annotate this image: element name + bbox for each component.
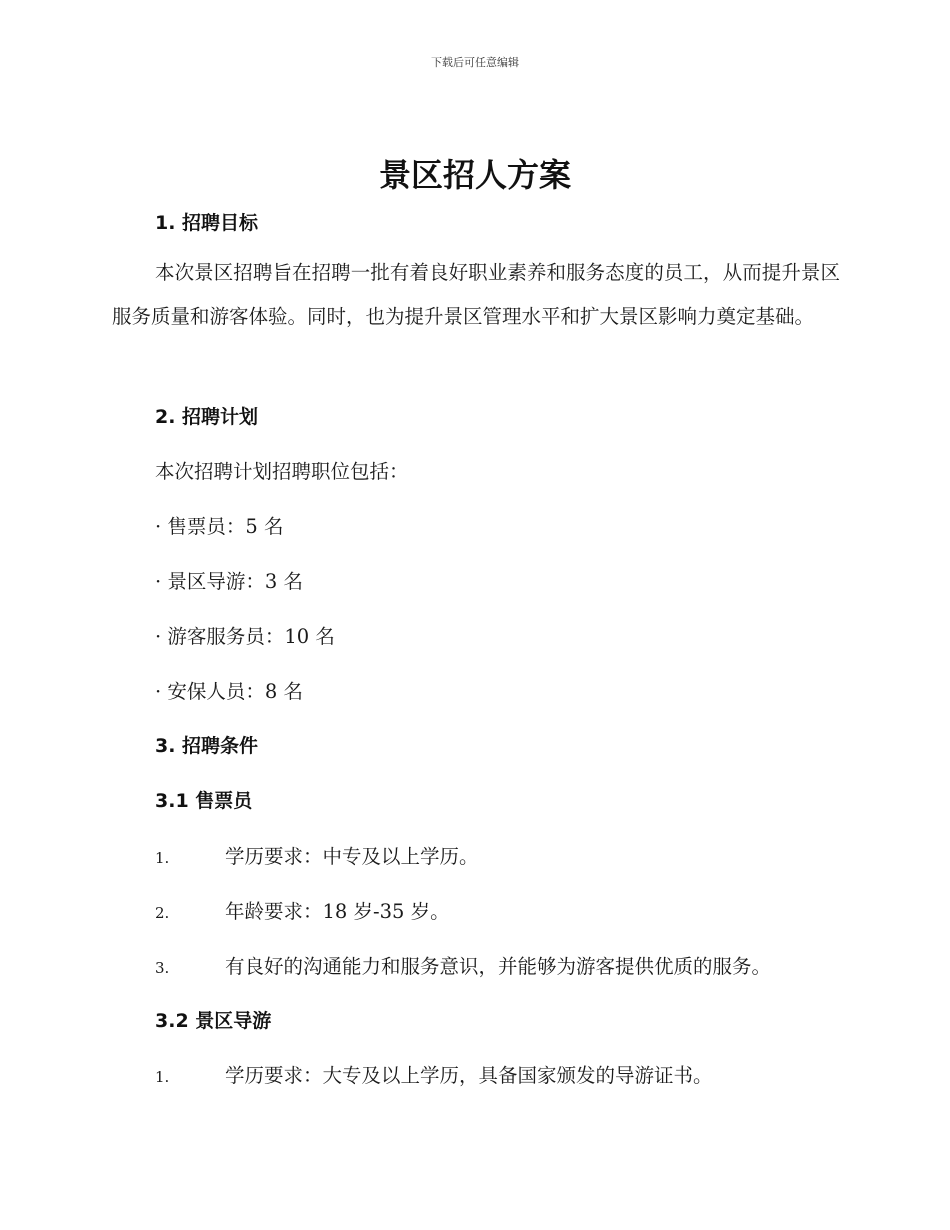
document-title: 景区招人方案: [378, 156, 571, 194]
item-number: 1.: [155, 849, 170, 867]
section-1-heading: 1. 招聘目标: [155, 212, 259, 234]
requirement-item: [155, 896, 450, 924]
requirement-item: [155, 1060, 713, 1088]
item-text: 学历要求：大专及以上学历，具备国家颁发的导游证书。: [225, 1064, 713, 1087]
section-3-heading: 3. 招聘条件: [155, 735, 259, 757]
item-number: 2.: [155, 904, 170, 922]
section-3-1-heading: 3.1 售票员: [155, 790, 253, 812]
item-text: 有良好的沟通能力和服务意识，并能够为游客提供优质的服务。: [225, 955, 772, 978]
requirement-item: [155, 841, 479, 869]
position-item: · 景区导游：3 名: [155, 570, 304, 593]
position-item: · 安保人员：8 名: [155, 680, 304, 703]
position-item: · 售票员：5 名: [155, 515, 284, 538]
requirement-item: [155, 951, 771, 979]
header-note: 下载后可任意编辑: [431, 56, 519, 69]
section-1-paragraph: 本次景区招聘旨在招聘一批有着良好职业素养和服务态度的员工，从而提升景区服务质量和游客体验。同时，也为提升景区管理水平和扩大景区影响力奠定基础。: [112, 261, 840, 328]
position-item: · 游客服务员：10 名: [155, 625, 335, 648]
section-2-intro: 本次招聘计划招聘职位包括：: [155, 460, 409, 483]
item-text: 学历要求：中专及以上学历。: [225, 845, 479, 868]
item-text: 年龄要求：18 岁-35 岁。: [225, 900, 450, 923]
section-2-heading: 2. 招聘计划: [155, 406, 259, 428]
item-number: 3.: [155, 959, 170, 977]
section-3-2-heading: 3.2 景区导游: [155, 1010, 272, 1032]
item-number: 1.: [155, 1068, 170, 1086]
